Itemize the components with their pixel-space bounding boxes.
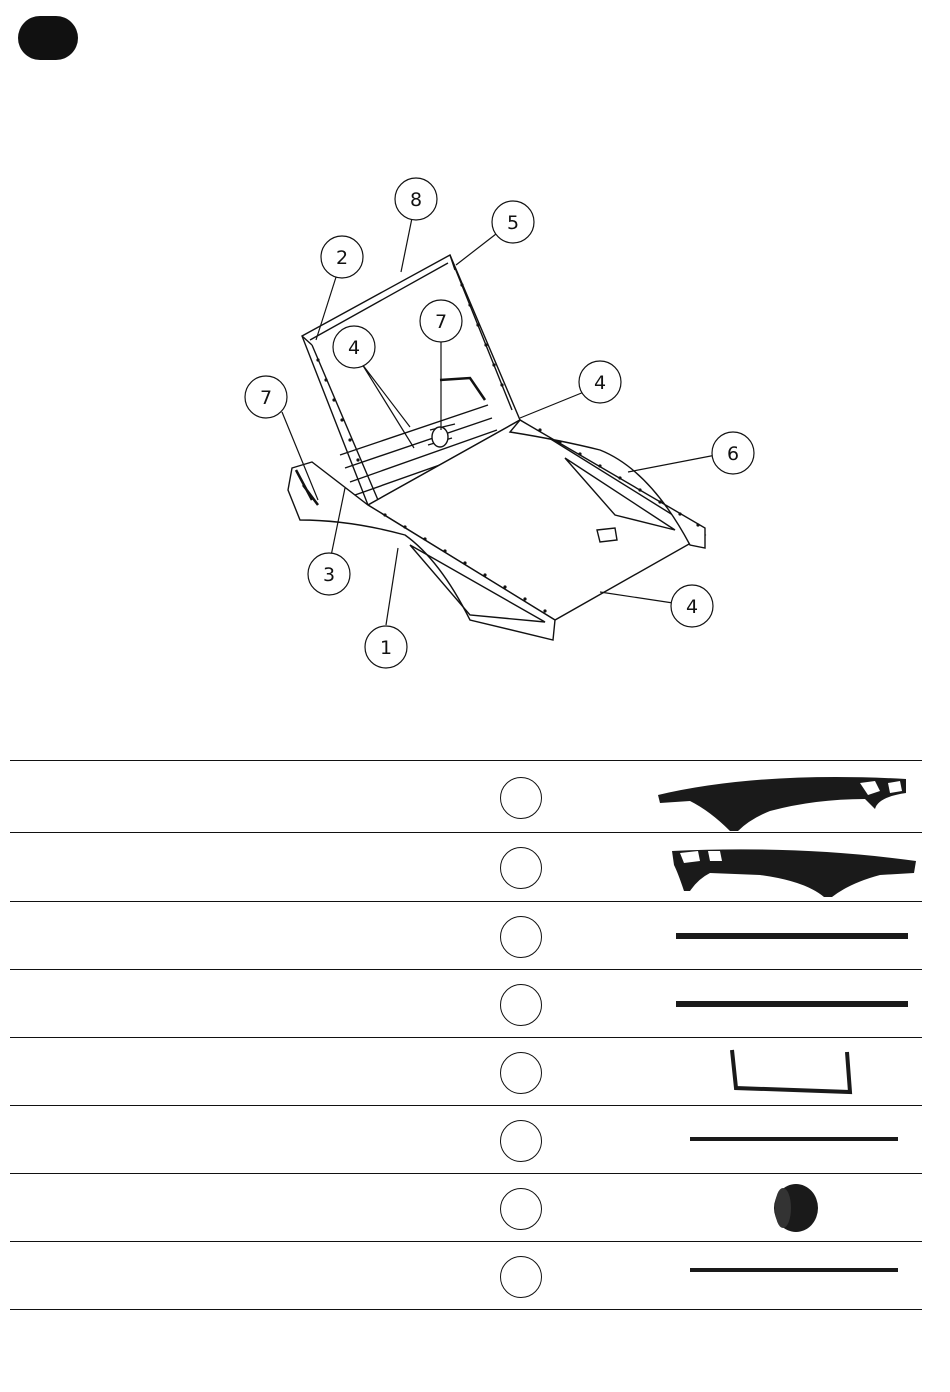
lounger-frame-drawing <box>288 255 705 640</box>
parts-row <box>10 1242 922 1310</box>
part-number-circle <box>500 984 542 1026</box>
callout-4-backrest <box>333 326 375 368</box>
svg-text:3: 3 <box>322 564 336 586</box>
svg-text:5: 5 <box>506 212 520 234</box>
part-number-circle <box>500 1052 542 1094</box>
left-side-frame-icon <box>650 761 922 832</box>
svg-text:2: 2 <box>335 247 349 269</box>
callout-6 <box>712 432 754 474</box>
u-frame-icon <box>650 1038 922 1105</box>
callout-4-bottom <box>671 585 713 627</box>
part-number-circle <box>500 777 542 819</box>
part-number-circle <box>500 1120 542 1162</box>
svg-text:1: 1 <box>379 637 393 659</box>
callout-4-top-right <box>579 361 621 403</box>
svg-text:4: 4 <box>685 596 699 618</box>
svg-text:7: 7 <box>434 311 448 333</box>
svg-text:8: 8 <box>409 189 423 211</box>
parts-row <box>10 970 922 1038</box>
parts-row <box>10 1038 922 1106</box>
right-side-frame-icon <box>650 833 922 901</box>
part-number-circle <box>500 847 542 889</box>
parts-row <box>10 1174 922 1242</box>
svg-text:4: 4 <box>347 337 361 359</box>
rail-bar-icon <box>650 970 922 1037</box>
rod-icon <box>650 1106 922 1173</box>
rod-icon <box>650 1242 922 1309</box>
part-number-circle <box>500 1188 542 1230</box>
part-number-circle <box>500 916 542 958</box>
parts-row <box>10 1106 922 1174</box>
callout-1 <box>365 626 407 668</box>
part-number-circle <box>500 1256 542 1298</box>
svg-text:7: 7 <box>259 387 273 409</box>
rail-bar-icon <box>650 902 922 969</box>
callout-7-center <box>420 300 462 342</box>
callout-3 <box>308 553 350 595</box>
callout-2 <box>321 236 363 278</box>
parts-row <box>10 833 922 902</box>
parts-row <box>10 902 922 970</box>
wheel-icon <box>650 1174 922 1241</box>
svg-text:6: 6 <box>726 443 740 465</box>
svg-text:4: 4 <box>593 372 607 394</box>
parts-list-table <box>10 760 922 1310</box>
parts-row <box>10 761 922 833</box>
callout-8 <box>395 178 437 220</box>
callout-5 <box>492 201 534 243</box>
callout-7-left <box>245 376 287 418</box>
